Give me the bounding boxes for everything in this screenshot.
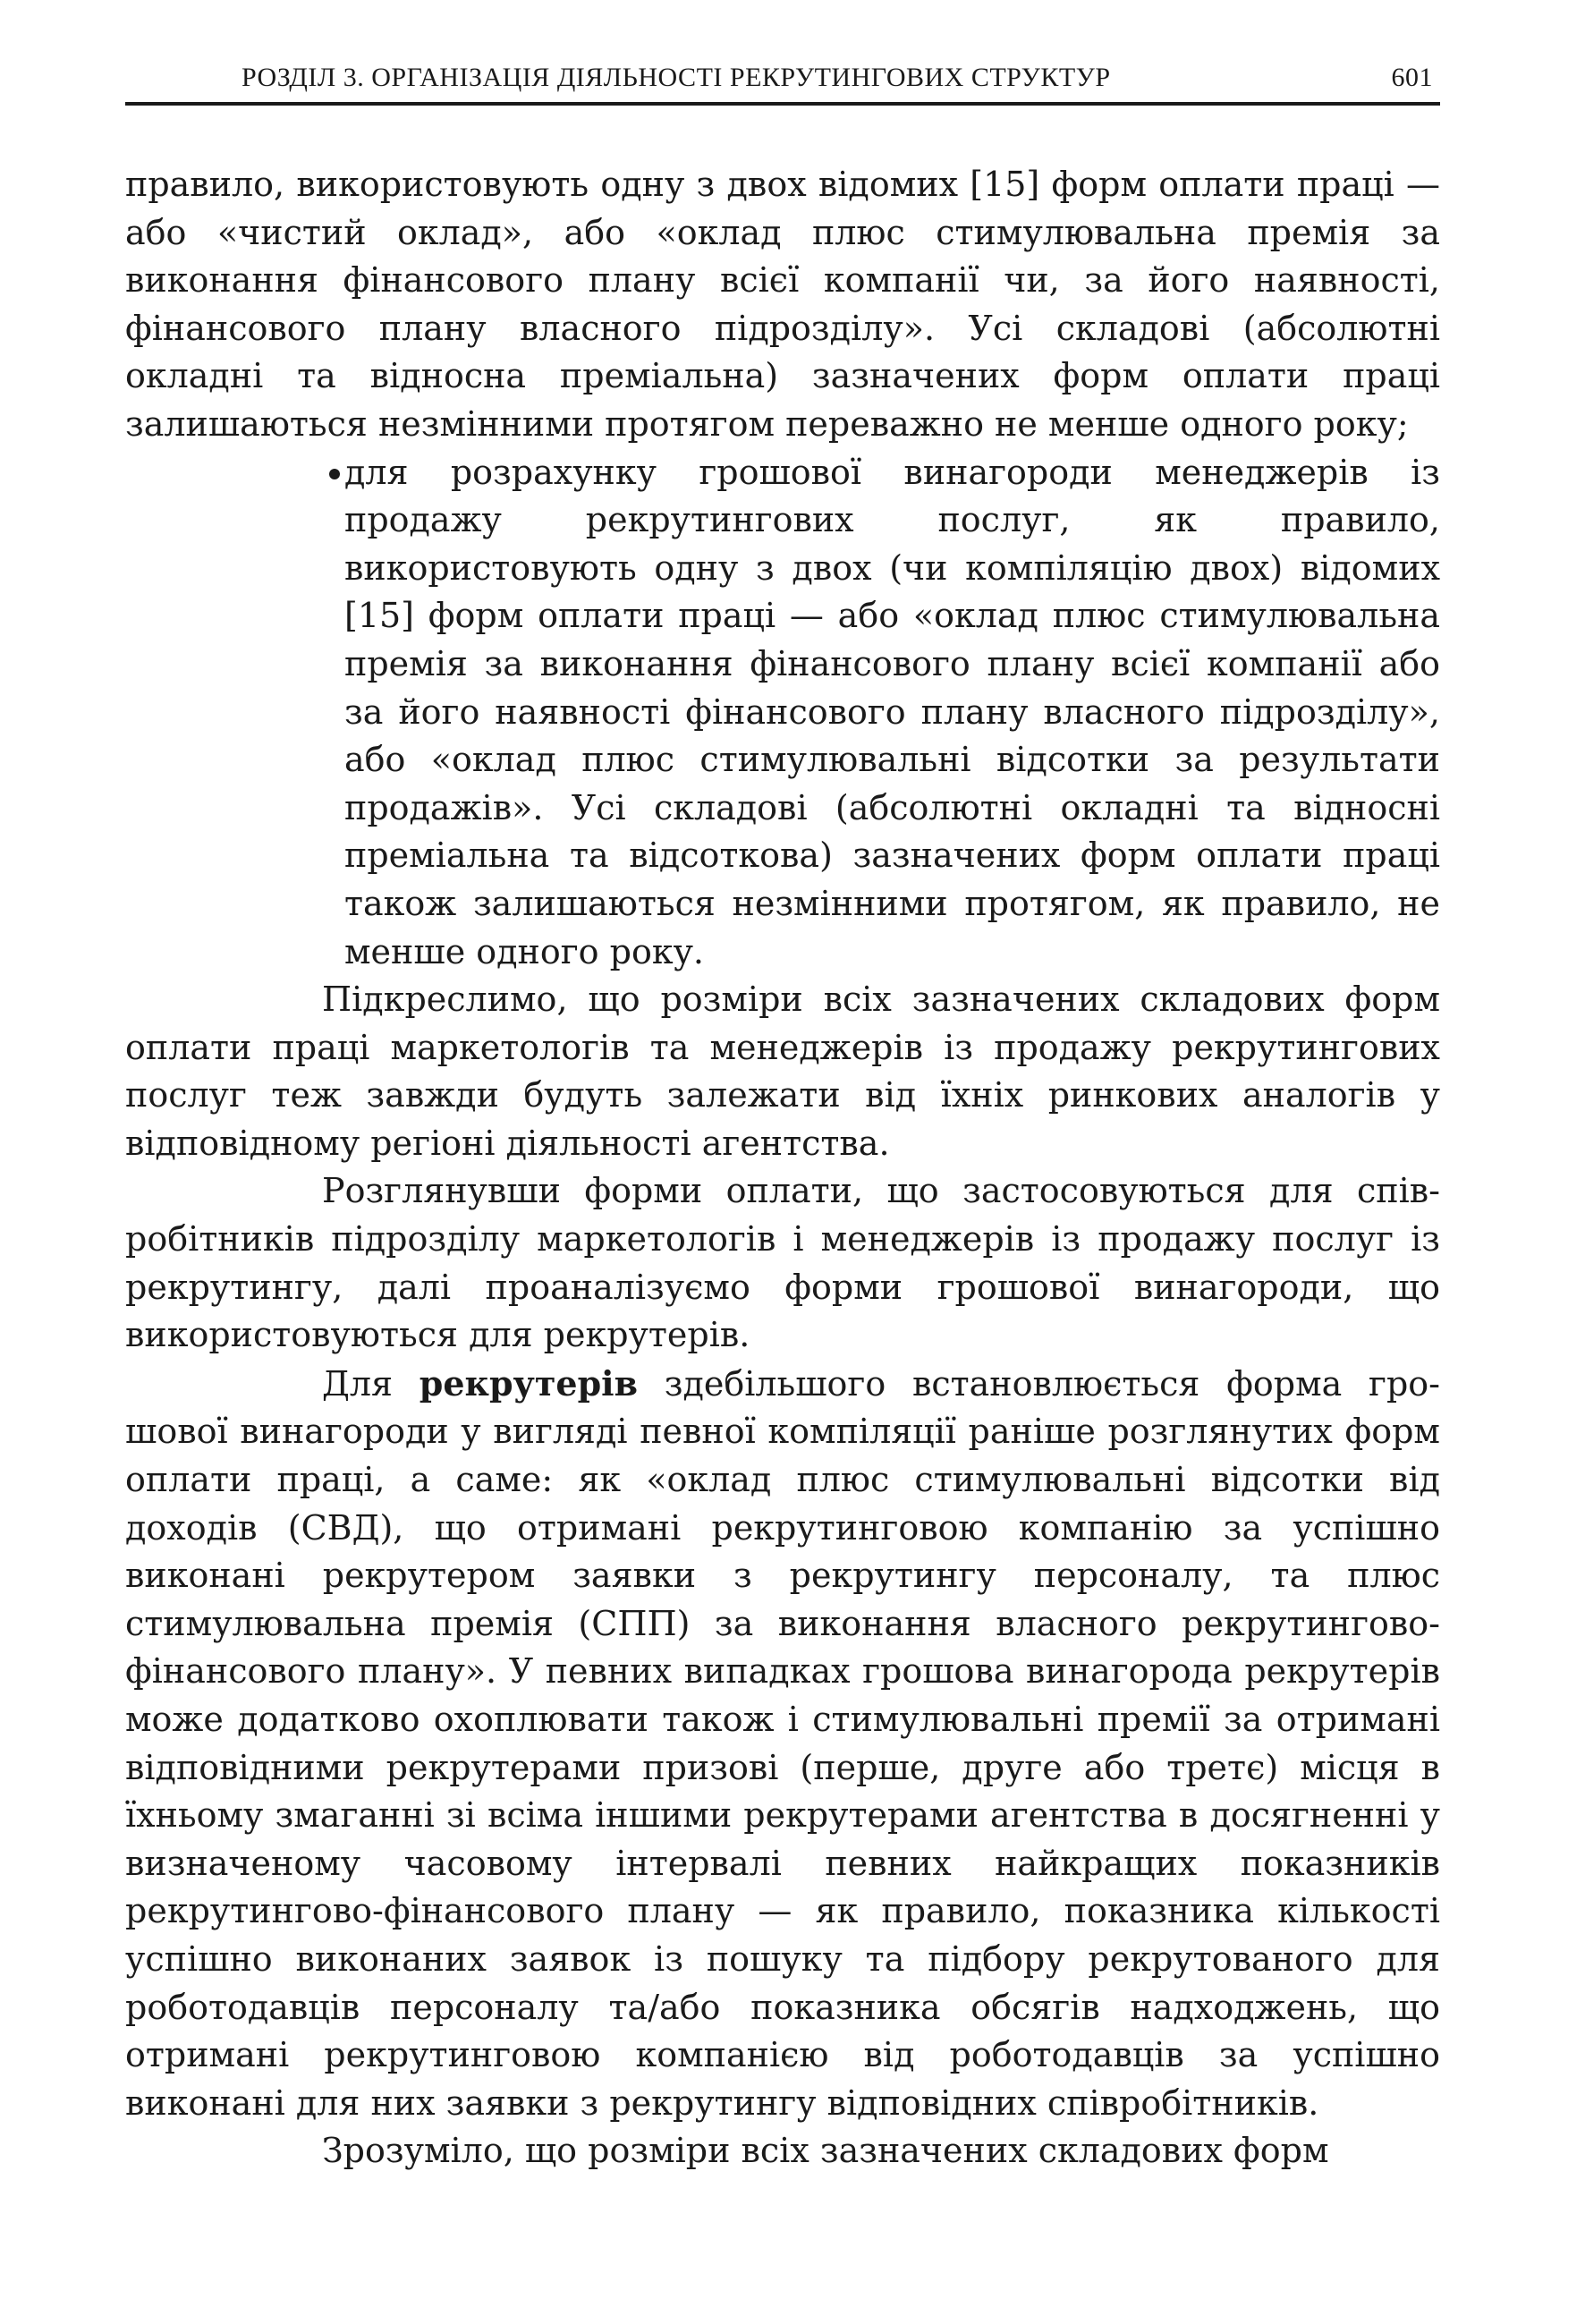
body-text bbox=[125, 161, 1440, 2176]
section-title: РОЗДІЛ 3. ОРГАНІЗАЦІЯ ДІЯЛЬНОСТІ РЕКРУТИНГОВИХ СТРУКТУР bbox=[242, 63, 1111, 92]
bullet-item-managers bbox=[125, 449, 1440, 977]
paragraph-recruiters bbox=[125, 1360, 1440, 2128]
paragraph-reviewed: Розглянувши форми оплати, що застосовуються для співробітників підрозділу маркетологів і менеджерів із продажу послуг із рекрутингу, далі проаналізуємо форми грошової винагороди, що використовуються для рекрутерів. bbox=[125, 1171, 1440, 1355]
bullet-text: для розрахунку грошової винагороди менеджерів із продажу рекрутингових послуг, як правило, використовують одну з двох (чи компіляцію двох) відомих [15] форм оплати праці — або «оклад плюс стимулювальна премія за виконання фінансового плану всієї компанії або за його наявності фінансового плану власного підрозділу», або «оклад плюс стимулювальні відсотки за результати продажів». Усі складові (абсолютні окладні та відносні преміальна та відсоткова) зазначених форм оплати праці також залишаються незмінними протягом, як правило, не менше одного року. bbox=[344, 452, 1440, 971]
bullet-dot-icon bbox=[329, 469, 340, 479]
running-header bbox=[125, 63, 1440, 106]
recruiters-term: рекрутерів bbox=[419, 1362, 638, 1404]
book-page bbox=[125, 63, 1440, 2176]
paragraph-continuation: правило, використовують одну з двох відомих [15] форм оплати праці — або «чистий оклад», або «оклад плюс стимулювальна премія за виконання фінансового плану всієї компанії чи, за його наявності, фінансового плану власного підрозділу». Усі складові (абсолютні окладні та відносна преміальна) зазначених форм оплати праці залишаються незмінними протягом переважно не менше одного року; bbox=[125, 165, 1440, 444]
paragraph-final: Зрозуміло, що розміри всіх зазначених складових форм bbox=[322, 2131, 1329, 2171]
page-number: 601 bbox=[1391, 63, 1433, 92]
recruiters-rest: здебільшого встановлюється форма грошової винагороди у вигляді певної компіляції раніше розглянутих форм оплати праці, а саме: як «оклад плюс стимулювальні відсотки від доходів (СВД), що отримані рекрутинговою компанію за успішно виконані рекрутером заявки з рекрутингу персоналу, та плюс стимулювальна премія (СПП) за виконання власного рекрутингово-фінансового плану». У певних випадках грошова винагорода рекрутерів може додатково охоплювати також і стимулювальні премії за отримані відповідними рекрутерами призові (перше, друге або третє) місця в їхньому змаганні зі всіма іншими рекрутерами агентства в досягненні у визначеному часовому інтервалі певних найкращих показників рекрутингово-фінансового плану — як правило, показника кількості успішно виконаних заявок із пошуку та підбору рекрутованого для роботодавців персоналу та/або показника обсягів надходжень, що отримані рекрутинговою компанією від роботодавців за успішно виконані для них заявки з рекрутингу відповідних співробітників. bbox=[125, 1363, 1440, 2123]
paragraph-emphasize: Підкреслимо, що розміри всіх зазначених складових форм оплати праці маркетологів та менеджерів із продажу рекрутингових послуг теж завжди будуть залежати від їхніх ринкових аналогів у відповідному регіоні діяльності агентства. bbox=[125, 980, 1440, 1163]
recruiters-lead: Для bbox=[322, 1363, 420, 1404]
